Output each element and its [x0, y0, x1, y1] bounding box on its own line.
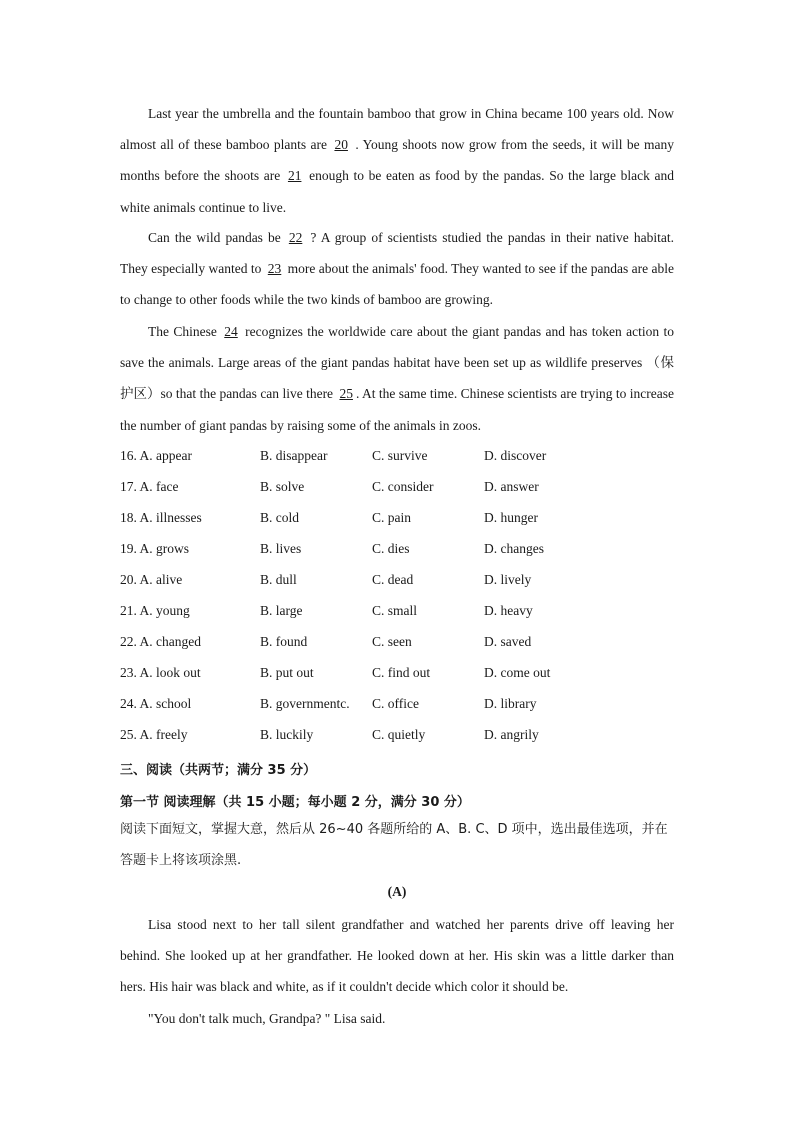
paragraph-text: The Chinese	[148, 324, 222, 339]
option-d: D. answer	[484, 479, 539, 494]
passage-paragraph-2	[120, 222, 674, 316]
option-b: B. lives	[260, 541, 302, 556]
paragraph-text: ? A group of scientists studied the pandas in their native habitat. They especially wanted to	[120, 230, 674, 277]
option-b: B. luckily	[260, 727, 314, 742]
option-d: D. changes	[484, 541, 544, 556]
option-d: D. lively	[484, 572, 532, 587]
option-c: C. pain	[372, 510, 411, 525]
passage-a-paragraph-2: "You don't talk much, Grandpa? " Lisa said.	[148, 1011, 386, 1026]
option-c: C. dead	[372, 572, 414, 587]
option-row	[120, 603, 680, 623]
paragraph-text: Can the wild pandas be	[148, 230, 286, 245]
blank-23: 23	[267, 261, 282, 277]
option-row	[120, 727, 680, 747]
option-d: D. angrily	[484, 727, 539, 742]
paragraph-text: . At the same time. Chinese scientists are trying to increase the number of giant pandas by raising some of the animals in zoos.	[120, 386, 675, 433]
option-b: B. solve	[260, 479, 305, 494]
option-a: 22. A. changed	[120, 634, 201, 649]
option-b: B. found	[260, 634, 308, 649]
option-row	[120, 479, 680, 499]
option-a: 16. A. appear	[120, 448, 192, 463]
option-row	[120, 510, 680, 530]
option-d: D. heavy	[484, 603, 533, 618]
section-title: 三、阅读（共两节；满分 35 分）	[120, 763, 317, 778]
option-d: D. discover	[484, 448, 547, 463]
passage-paragraph-3	[120, 316, 674, 441]
option-c: C. office	[372, 696, 419, 711]
option-b: B. put out	[260, 665, 314, 680]
blank-20: 20	[334, 137, 348, 153]
option-a: 20. A. alive	[120, 572, 183, 587]
option-b: B. governmentc.	[260, 696, 350, 711]
option-c: C. find out	[372, 665, 431, 680]
blank-21: 21	[287, 168, 302, 184]
option-row	[120, 448, 680, 468]
paragraph-text: more about the animals' food. They wanted to see if the pandas are able to change to other foods while the two kinds of bamboo are growing.	[120, 261, 674, 308]
passage-a-paragraph-1: Lisa stood next to her tall silent grandfather and watched her parents drive off leaving her behind. She looked up at her grandfather. He looked down at her. His skin was a little darker than hers. His hair was black and white, as if it couldn't decide which color it should be.	[120, 917, 674, 995]
option-a: 21. A. young	[120, 603, 190, 618]
blank-22: 22	[288, 230, 303, 245]
option-c: C. seen	[372, 634, 412, 649]
option-c: C. survive	[372, 448, 428, 463]
option-a: 25. A. freely	[120, 727, 188, 742]
instructions-text: 阅读下面短文，掌握大意，然后从 26~40 各题所给的 A、B. C、D 项中，选出最佳选项，并在答题卡上将该项涂黑.	[120, 822, 668, 868]
option-a: 18. A. illnesses	[120, 510, 202, 525]
option-d: D. come out	[484, 665, 551, 680]
option-d: D. library	[484, 696, 537, 711]
option-c: C. quietly	[372, 727, 426, 742]
blank-25: 25	[339, 386, 353, 402]
option-a: 19. A. grows	[120, 541, 190, 556]
paragraph-text: enough to be eaten as food by the pandas. So the large black and white animals continue to live.	[120, 168, 674, 215]
blank-24: 24	[224, 324, 238, 339]
option-b: B. large	[260, 603, 303, 618]
passage-label: (A)	[387, 884, 407, 899]
option-row	[120, 696, 680, 716]
option-a: 23. A. look out	[120, 665, 201, 680]
paragraph-text: recognizes the worldwide care about the giant pandas and has token action to save the animals. Large areas of the giant pandas habitat have been set up as wildlife preserves （保护区）so that the pandas can live there	[120, 324, 675, 402]
option-c: C. consider	[372, 479, 434, 494]
passage-paragraph-1	[120, 98, 674, 223]
option-d: D. hunger	[484, 510, 538, 525]
paragraph-text: Last year the umbrella and the fountain bamboo that grow in China became 100 years old. Now almost all of these bamboo plants are	[120, 106, 674, 153]
paragraph-text: . Young shoots now grow from the seeds, it will be many months before the shoots are	[120, 137, 674, 184]
option-row	[120, 572, 680, 592]
option-a: 24. A. school	[120, 696, 192, 711]
option-b: B. disappear	[260, 448, 328, 463]
option-b: B. cold	[260, 510, 299, 525]
option-row	[120, 541, 680, 561]
option-row	[120, 634, 680, 654]
option-b: B. dull	[260, 572, 297, 587]
part-title: 第一节 阅读理解（共 15 小题；每小题 2 分，满分 30 分）	[120, 795, 470, 810]
option-row	[120, 665, 680, 685]
option-a: 17. A. face	[120, 479, 179, 494]
option-d: D. saved	[484, 634, 532, 649]
option-c: C. dies	[372, 541, 410, 556]
option-c: C. small	[372, 603, 418, 618]
